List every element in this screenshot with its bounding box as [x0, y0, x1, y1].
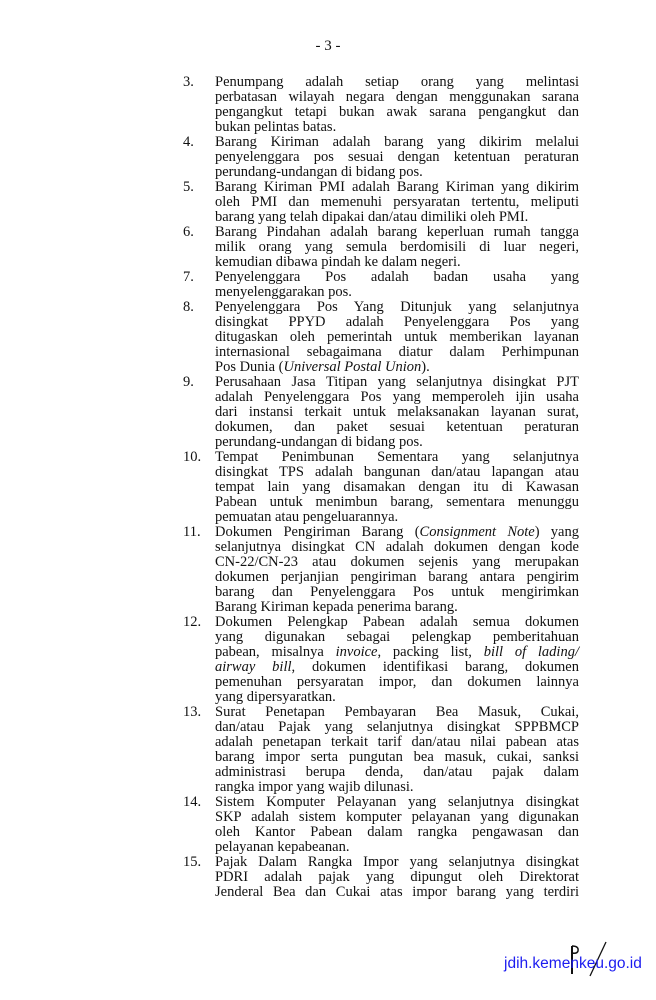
- text-segment: SKP adalah sistem komputer pelayanan yang digunakan: [215, 809, 579, 825]
- text-line: [215, 210, 579, 225]
- text-line: [215, 645, 579, 660]
- text-segment: pengangkut tetapi bukan awak sarana pengangkut dan: [215, 104, 579, 120]
- text-line: [215, 840, 579, 855]
- text-line: [215, 555, 579, 570]
- text-segment: Barang Kiriman kepada penerima barang.: [215, 599, 458, 615]
- definition-item: [183, 795, 579, 855]
- text-segment: barang dan Penyelenggara Pos untuk mengirimkan: [215, 584, 579, 600]
- text-line: [215, 630, 579, 645]
- text-line: [215, 75, 579, 90]
- text-segment: Pajak Dalam Rangka Impor yang selanjutnya disingkat: [215, 854, 579, 870]
- text-segment: Barang Pindahan adalah barang keperluan rumah tangga: [215, 224, 579, 240]
- item-number: 12.: [183, 614, 202, 630]
- text-segment: CN-22/CN-23 atau dokumen sejenis yang merupakan: [215, 554, 579, 570]
- text-segment: dan/atau Pajak yang selanjutnya disingkat SPPBMCP: [215, 719, 579, 735]
- text-line: [215, 810, 579, 825]
- text-segment: internasional sebagaimana diatur dalam Perhimpunan: [215, 344, 579, 360]
- text-line: [215, 150, 579, 165]
- page-number: - 3 -: [315, 38, 341, 54]
- text-segment: perundang-undangan di bidang pos.: [215, 434, 423, 450]
- text-line: [215, 120, 579, 135]
- text-segment: milik orang yang semula berdomisili di luar negeri,: [215, 239, 579, 255]
- text-line: [215, 540, 579, 555]
- text-segment: Dokumen Pelengkap Pabean adalah semua dokumen: [215, 614, 579, 630]
- text-line: [215, 420, 579, 435]
- definition-item: [183, 525, 579, 615]
- text-line: [215, 375, 579, 390]
- text-line: [215, 195, 579, 210]
- text-segment: Sistem Komputer Pelayanan yang selanjutnya disingkat: [215, 794, 579, 810]
- text-line: [215, 90, 579, 105]
- text-line: [215, 660, 579, 675]
- definition-item: [183, 75, 579, 135]
- definition-item: [183, 615, 579, 705]
- definition-item: [183, 270, 579, 300]
- text-segment: dari instansi terkait untuk melaksanakan layanan surat,: [215, 404, 579, 420]
- text-line: [215, 750, 579, 765]
- text-line: [215, 570, 579, 585]
- text-line: [215, 450, 579, 465]
- text-line: [215, 105, 579, 120]
- italic-term: invoice: [335, 644, 378, 660]
- text-segment: , packing list,: [377, 644, 484, 660]
- text-line: [215, 240, 579, 255]
- text-segment: pelayanan kepabeanan.: [215, 839, 350, 855]
- text-segment: Jenderal Bea dan Cukai atas impor barang yang terdiri: [215, 884, 579, 900]
- definition-item: [183, 135, 579, 180]
- text-line: [215, 300, 579, 315]
- text-segment: disingkat PPYD adalah Penyelenggara Pos yang: [215, 314, 579, 330]
- text-segment: tempat lain yang disamakan dengan itu di Kawasan: [215, 479, 579, 495]
- definition-item: [183, 375, 579, 450]
- item-number: 5.: [183, 179, 194, 195]
- text-line: [215, 870, 579, 885]
- text-segment: PDRI adalah pajak yang dipungut oleh Direktorat: [215, 869, 579, 885]
- text-line: [215, 345, 579, 360]
- text-segment: barang impor serta pungutan bea masuk, cukai, sanksi: [215, 749, 579, 765]
- text-segment: perundang-undangan di bidang pos.: [215, 164, 423, 180]
- text-segment: disingkat TPS adalah bangunan dan/atau lapangan atau: [215, 464, 579, 480]
- text-line: [215, 495, 579, 510]
- text-segment: Penyelenggara Pos adalah badan usaha yang: [215, 269, 579, 285]
- text-line: [215, 135, 579, 150]
- text-line: [215, 390, 579, 405]
- text-segment: menyelenggarakan pos.: [215, 284, 352, 300]
- text-segment: yang digunakan sebagai pelengkap pemberitahuan: [215, 629, 579, 645]
- text-line: [215, 225, 579, 240]
- text-line: [215, 180, 579, 195]
- text-segment: adalah Penyelenggara Pos yang memperoleh ijin usaha: [215, 389, 579, 405]
- text-segment: Pabean untuk menimbun barang, sementara menunggu: [215, 494, 579, 510]
- text-line: [215, 510, 579, 525]
- text-line: [215, 480, 579, 495]
- text-segment: kemudian dibawa pindah ke dalam negeri.: [215, 254, 461, 270]
- text-segment: ) yang: [534, 524, 579, 540]
- text-segment: rangka impor yang wajib dilunasi.: [215, 779, 414, 795]
- text-line: [215, 615, 579, 630]
- text-line: [215, 360, 579, 375]
- text-segment: , dokumen identifikasi barang, dokumen: [291, 659, 579, 675]
- text-segment: pemenuhan persyaratan impor, dan dokumen lainnya: [215, 674, 579, 690]
- text-segment: administrasi berupa denda, dan/atau pajak dalam: [215, 764, 579, 780]
- text-line: [215, 330, 579, 345]
- text-line: [215, 405, 579, 420]
- text-segment: pemuatan atau pengeluarannya.: [215, 509, 399, 525]
- text-line: [215, 255, 579, 270]
- text-segment: Penumpang adalah setiap orang yang melintasi: [215, 74, 579, 90]
- text-segment: ).: [421, 359, 430, 375]
- text-segment: ditugaskan oleh pemerintah untuk memberikan layanan: [215, 329, 579, 345]
- text-line: [215, 735, 579, 750]
- text-segment: dokumen perjanjian pengiriman barang antara pengirim: [215, 569, 579, 585]
- text-line: [215, 315, 579, 330]
- text-segment: Penyelenggara Pos Yang Ditunjuk yang selanjutnya: [215, 299, 579, 315]
- text-segment: Dokumen Pengiriman Barang (: [215, 524, 420, 540]
- text-line: [215, 165, 579, 180]
- text-segment: oleh PMI dan memenuhi persyaratan tertentu, meliputi: [215, 194, 579, 210]
- text-segment: penyelenggara pos sesuai dengan ketentuan peraturan: [215, 149, 579, 165]
- text-line: [215, 285, 579, 300]
- italic-term: bill of lading/: [483, 644, 579, 660]
- text-line: [215, 525, 579, 540]
- item-number: 8.: [183, 299, 194, 315]
- text-line: [215, 675, 579, 690]
- text-segment: Barang Kiriman PMI adalah Barang Kiriman yang dikirim: [215, 179, 579, 195]
- text-segment: Surat Penetapan Pembayaran Bea Masuk, Cukai,: [215, 704, 579, 720]
- text-line: [215, 690, 579, 705]
- text-line: [215, 825, 579, 840]
- item-number: 9.: [183, 374, 194, 390]
- text-segment: oleh Kantor Pabean dalam rangka pengawasan dan: [215, 824, 579, 840]
- text-segment: yang dipersyaratkan.: [215, 689, 336, 705]
- definition-item: [183, 705, 579, 795]
- definition-item: [183, 225, 579, 270]
- text-line: [215, 855, 579, 870]
- item-number: 4.: [183, 134, 194, 150]
- definition-item: [183, 300, 579, 375]
- item-number: 6.: [183, 224, 194, 240]
- text-segment: pabean, misalnya: [215, 644, 336, 660]
- text-segment: bukan pelintas batas.: [215, 119, 337, 135]
- text-line: [215, 720, 579, 735]
- definitions-list: [183, 75, 579, 900]
- item-number: 11.: [183, 524, 201, 540]
- text-line: [215, 765, 579, 780]
- definition-item: [183, 855, 579, 900]
- italic-term: Consignment Note: [419, 524, 535, 540]
- item-number: 15.: [183, 854, 202, 870]
- text-line: [215, 270, 579, 285]
- definition-item: [183, 450, 579, 525]
- text-segment: adalah penetapan terkait tarif dan/atau nilai pabean atas: [215, 734, 579, 750]
- text-line: [215, 795, 579, 810]
- definition-item: [183, 180, 579, 225]
- item-number: 7.: [183, 269, 194, 285]
- text-segment: dokumen, dan paket sesuai ketentuan peraturan: [215, 419, 579, 435]
- text-line: [215, 585, 579, 600]
- item-number: 13.: [183, 704, 202, 720]
- text-segment: Barang Kiriman adalah barang yang dikirim melalui: [215, 134, 579, 150]
- text-segment: perbatasan wilayah negara dengan menggunakan sarana: [215, 89, 579, 105]
- italic-term: airway bill: [215, 659, 292, 675]
- item-number: 3.: [183, 74, 194, 90]
- text-line: [215, 885, 579, 900]
- text-segment: Perusahaan Jasa Titipan yang selanjutnya disingkat PJT: [215, 374, 579, 390]
- italic-term: Universal Postal Union: [283, 359, 422, 375]
- text-line: [215, 600, 579, 615]
- item-number: 14.: [183, 794, 202, 810]
- item-number: 10.: [183, 449, 202, 465]
- text-segment: Tempat Penimbunan Sementara yang selanjutnya: [215, 449, 579, 465]
- text-line: [215, 435, 579, 450]
- text-segment: barang yang telah dipakai dan/atau dimiliki oleh PMI.: [215, 209, 529, 225]
- text-line: [215, 780, 579, 795]
- text-segment: Pos Dunia (: [215, 359, 284, 375]
- watermark-link[interactable]: jdih.kemenkeu.go.id: [504, 955, 642, 972]
- text-line: [215, 705, 579, 720]
- text-segment: selanjutnya disingkat CN adalah dokumen dengan kode: [215, 539, 579, 555]
- text-line: [215, 465, 579, 480]
